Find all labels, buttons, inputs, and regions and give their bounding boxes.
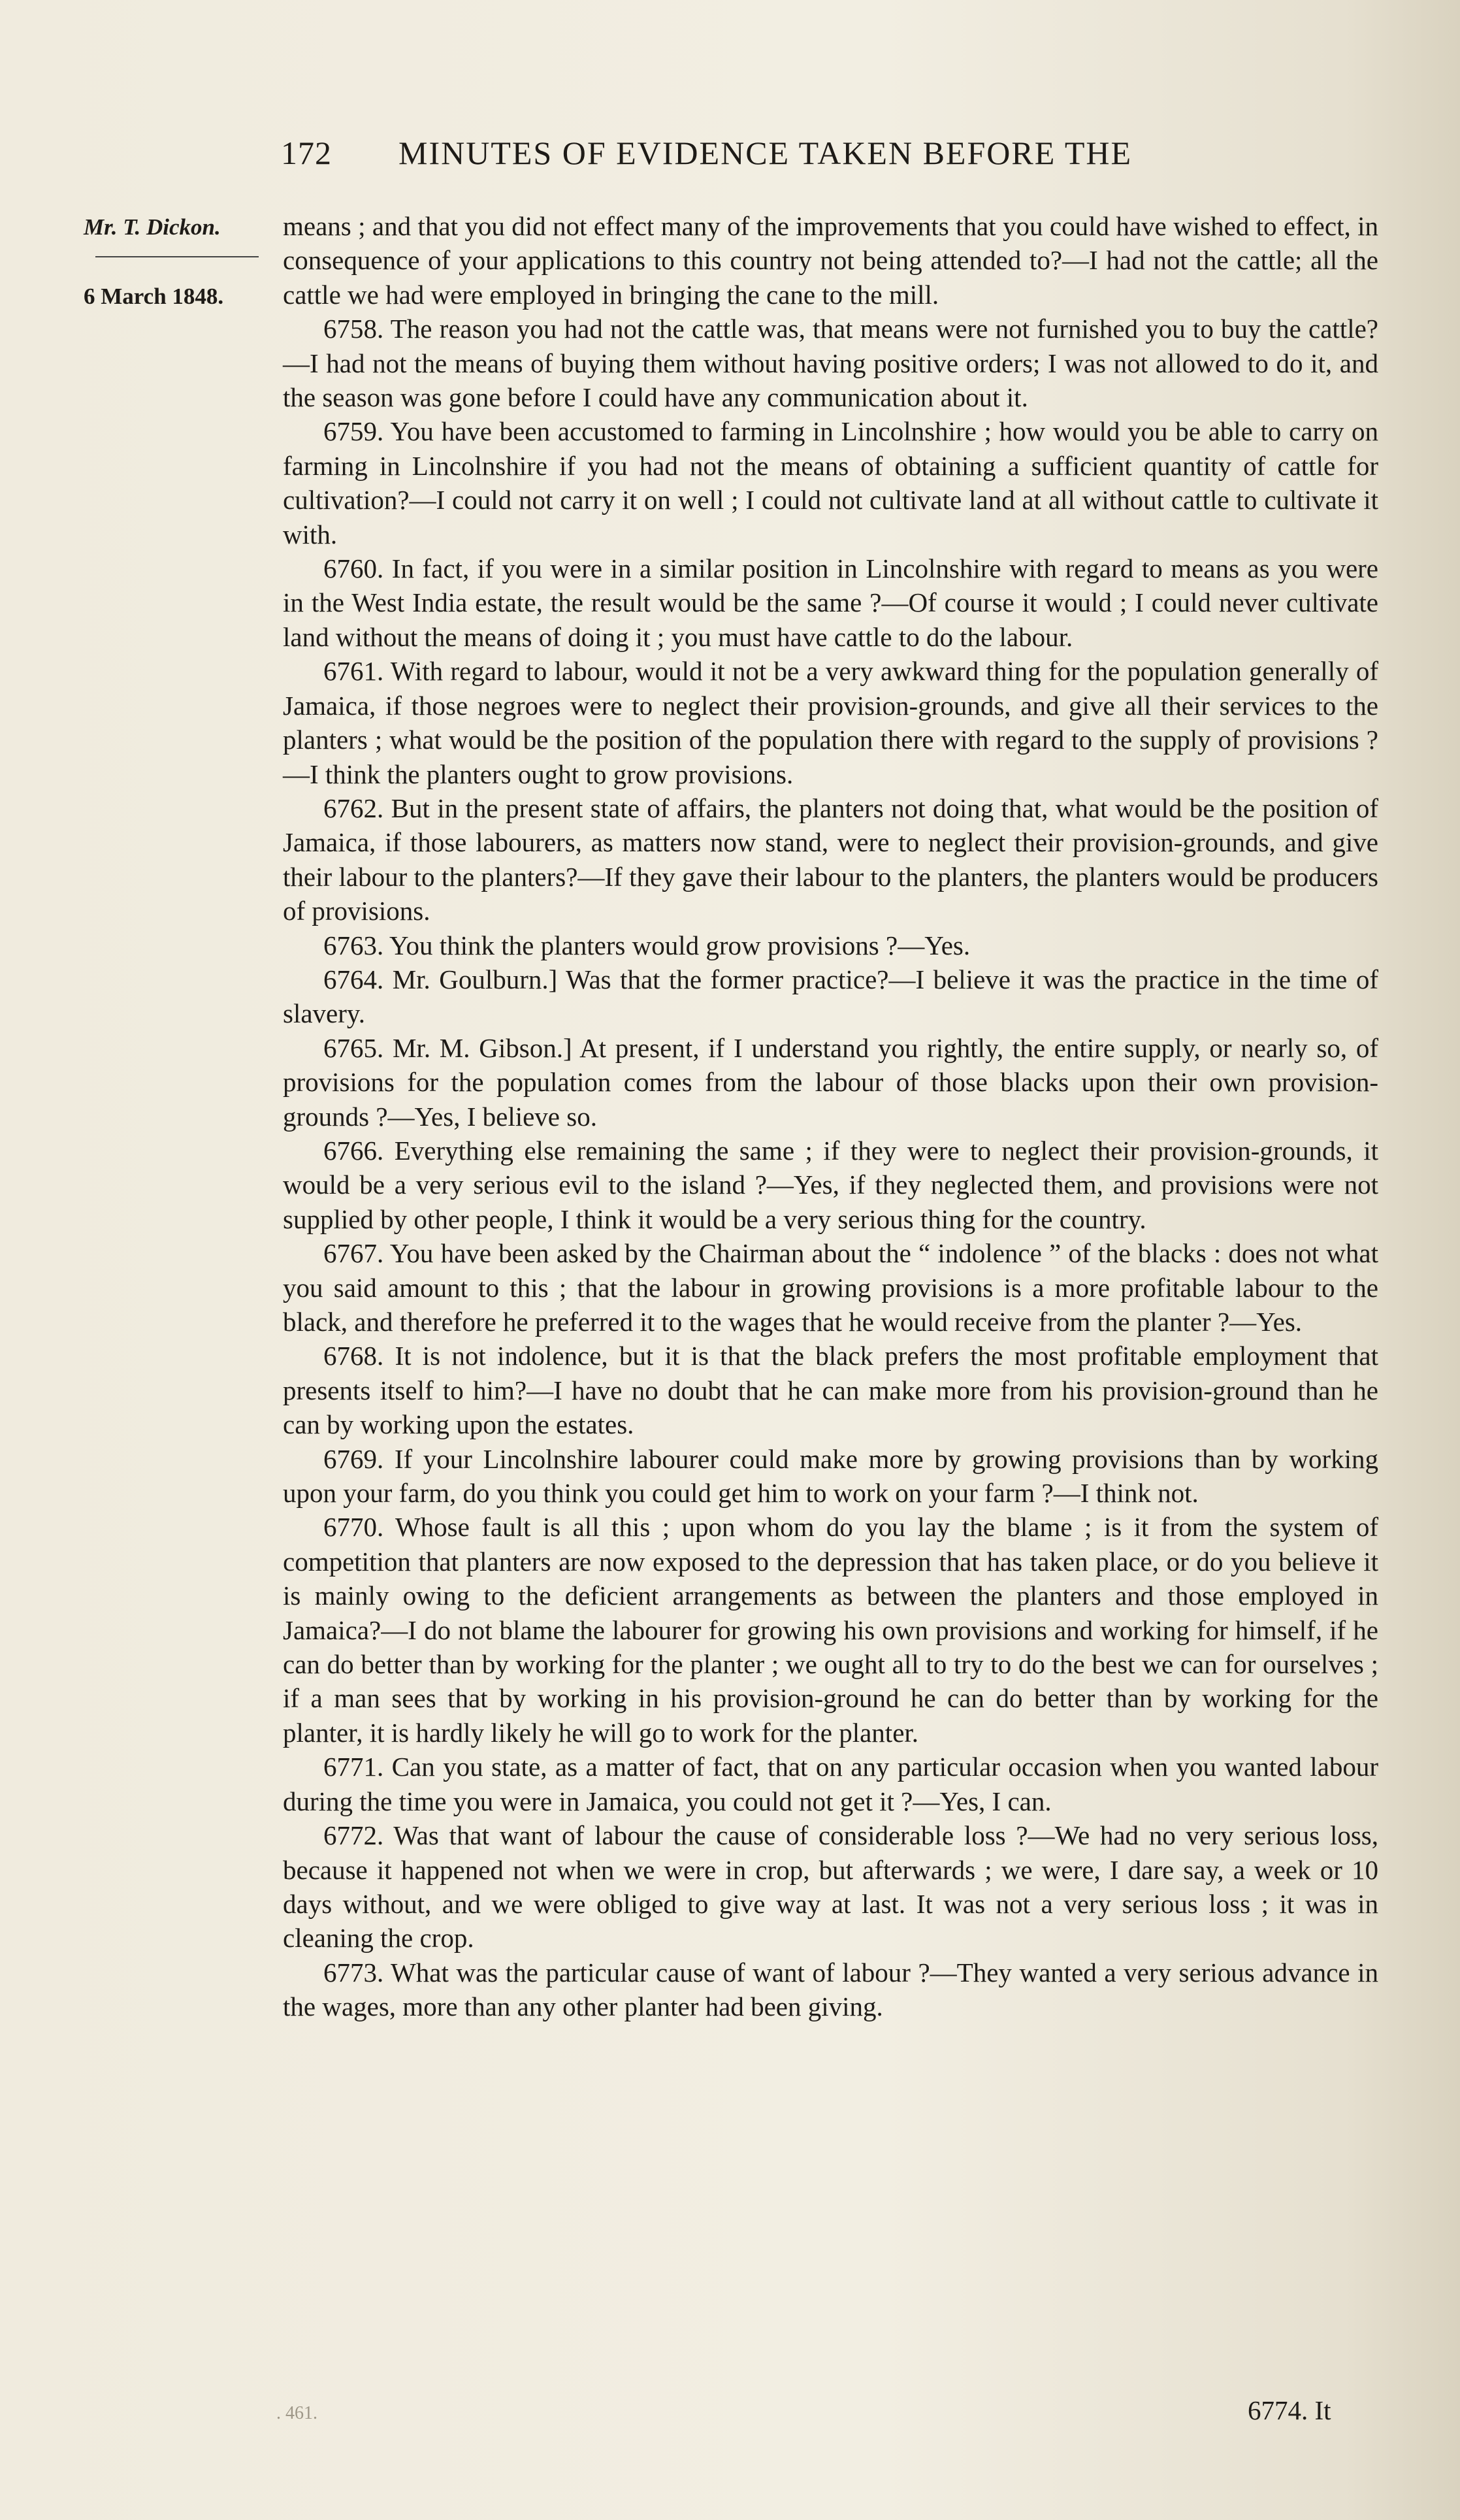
question-6767: 6767. You have been asked by the Chairman about the “ indolence ” of the blacks : does not what you said amount to this ; that the labour in growing provisions is a more profitable labour to the black, and therefore he preferred it to the wages that he would receive from the planter ?—Yes. [283,1238,1378,1337]
question-6765: 6765. Mr. M. Gibson.] At present, if I understand you rightly, the entire supply, or nearly so, of provisions for the population comes from the labour of those blacks upon their own provision-grounds ?—Yes, I believe so. [283,1032,1378,1132]
question-6772: 6772. Was that want of labour the cause of considerable loss ?—We had no very serious loss, because it happened not when we were in crop, but afterwards ; we were, I dare say, a week or 10 days without, and we were obliged to give way at last. It was not a very serious loss ; it was in cleaning the crop. [283,1820,1378,1954]
question-6762: 6762. But in the present state of affairs, the planters not doing that, what would be the position of Jamaica, if those labourers, as matters now stand, were to neglect their provision-grounds, and give their labour to the planters?—If they gave their labour to the planters, the planters would be producers of provisions. [283,793,1378,926]
question-6768: 6768. It is not indolence, but it is that the black prefers the most profitable employment that presents itself to him?—I have no doubt that he can make more from his provision-ground than he can by working upon the estates. [283,1341,1378,1440]
question-6759: 6759. You have been accustomed to farming in Lincolnshire ; how would you be able to carry on farming in Lincolnshire if you had not the means of obtaining a sufficient quantity of cattle for cultivation?—I could not carry it on well ; I could not cultivate land at all without cattle to cultivate it with. [283,416,1378,549]
page-title: MINUTES OF EVIDENCE TAKEN BEFORE THE [398,135,1133,171]
question-6761: 6761. With regard to labour, would it not be a very awkward thing for the population generally of Jamaica, if those negroes were to neglect their provision-grounds, and give all their services to the planters ; what would be the position of the population there with regard to the supply of provisions ?—I think the planters ought to grow provisions. [283,656,1378,789]
page-number: 172 [281,135,332,171]
question-6766: 6766. Everything else remaining the same ; if they were to neglect their provision-grounds, it would be a very serious evil to the island ?—Yes, if they neglected them, and provisions were not supplied by other people, I think it would be a very serious thing for the country. [283,1135,1378,1234]
running-header [281,134,1391,172]
question-6769: 6769. If your Lincolnshire labourer could make more by growing provisions than by working upon your farm, do you think you could get him to work on your farm ?—I think not. [283,1443,1378,1509]
testimony-date: 6 March 1848. [84,284,224,309]
margin-divider [95,256,259,257]
catchword: 6774. It [1248,2395,1331,2425]
footer-mark: . 461. [276,2403,317,2423]
witness-name: Mr. T. Dickon. [84,214,221,240]
question-6770: 6770. Whose fault is all this ; upon whom do you lay the blame ; is it from the system of competition that planters are now exposed to the depression that has taken place, or do you believe it is mainly owing to the deficient arrangements as between the planters and those employed in Jamaica?—I do not blame the labourer for growing his own provisions and working for himself, if he can do better than by working for the planter ; we ought all to try to do the best we can for ourselves ; if a man sees that by working in his provision-ground he can do better than by working for the planter, it is hardly likely he will go to work for the planter. [283,1512,1378,1748]
question-6771: 6771. Can you state, as a matter of fact, that on any particular occasion when you wanted labour during the time you were in Jamaica, you could not get it ?—Yes, I can. [283,1752,1378,1816]
paragraph-continuation: means ; and that you did not effect many of the improvements that you could have wished to effect, in consequence of your applications to this country not being attended to?—I had not the cattle; all the cattle we had were employed in bringing the cane to the mill. [283,211,1378,310]
question-6773: 6773. What was the particular cause of want of labour ?—They wanted a very serious advance in the wages, more than any other planter had been giving. [283,1957,1378,2022]
question-6758: 6758. The reason you had not the cattle was, that means were not furnished you to buy the cattle?—I had not the means of buying them without having positive orders; I was not allowed to do it, and the season was gone before I could have any communication about it. [283,314,1378,413]
question-6764: 6764. Mr. Goulburn.] Was that the former practice?—I believe it was the practice in the time of slavery. [283,964,1378,1029]
question-6760: 6760. In fact, if you were in a similar position in Lincolnshire with regard to means as you were in the West India estate, the result would be the same ?—Of course it would ; I could never cultivate land without the means of doing it ; you must have cattle to do the labour. [283,553,1378,652]
margin-note [84,210,260,314]
testimony-text [283,209,1378,2024]
question-6763: 6763. You think the planters would grow provisions ?—Yes. [323,930,971,960]
